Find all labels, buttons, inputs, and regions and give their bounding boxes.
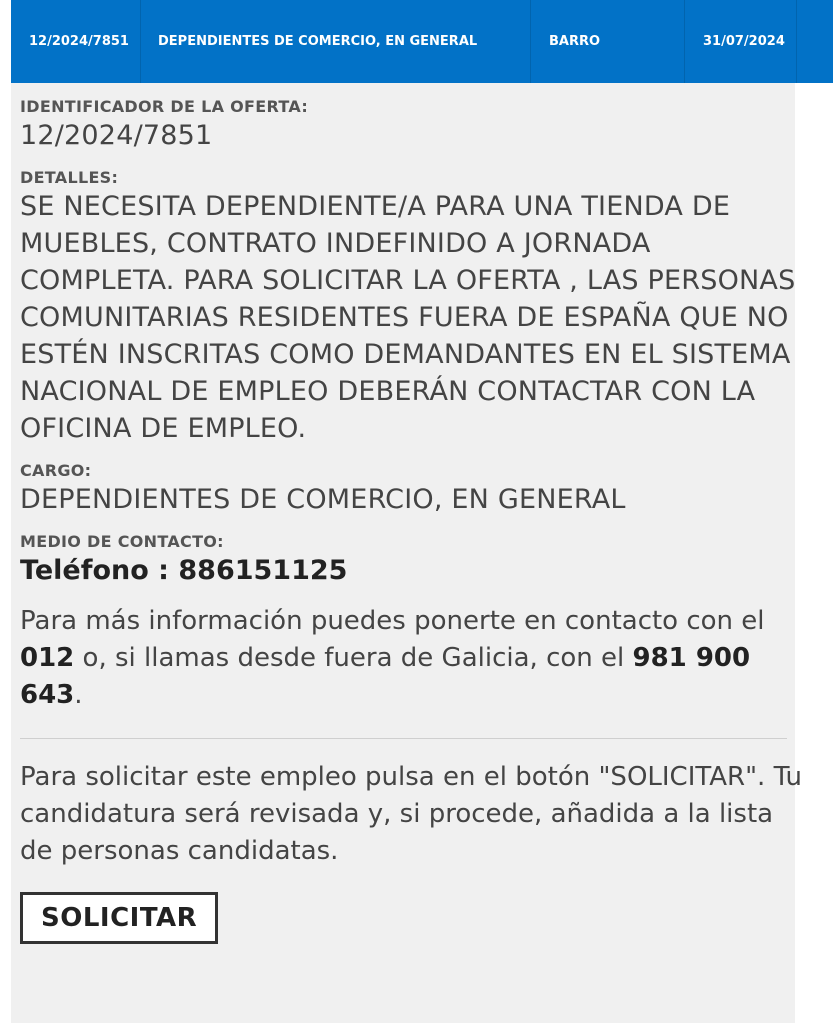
offer-table-row-header[interactable] xyxy=(11,0,833,83)
offer-detail-content xyxy=(20,83,810,944)
more-info-text xyxy=(20,603,810,714)
offer-id-label: IDENTIFICADOR DE LA OFERTA: xyxy=(20,97,309,116)
offer-cargo-field xyxy=(20,461,810,518)
offer-location-cell: BARRO xyxy=(531,0,685,83)
offer-details-field xyxy=(20,168,810,447)
more-info-part3: . xyxy=(74,680,83,710)
offer-contact-field xyxy=(20,532,810,589)
more-info-part2: o, si llamas desde fuera de Galicia, con el xyxy=(74,643,633,673)
apply-button[interactable]: SOLICITAR xyxy=(20,892,218,944)
offer-details-label: DETALLES: xyxy=(20,168,119,187)
apply-instructions: Para solicitar este empleo pulsa en el botón "SOLICITAR". Tu candidatura será revisada y, si procede, añadida a la lista de personas candidatas. xyxy=(20,762,802,866)
offer-id-value: 12/2024/7851 xyxy=(20,120,213,151)
offer-contact-label: MEDIO DE CONTACTO: xyxy=(20,532,224,551)
offer-title-cell: DEPENDIENTES DE COMERCIO, EN GENERAL xyxy=(141,0,531,83)
more-info-part1: Para más información puedes ponerte en contacto con el xyxy=(20,606,765,636)
info-phone-012: 012 xyxy=(20,643,75,673)
offer-cargo-value: DEPENDIENTES DE COMERCIO, EN GENERAL xyxy=(20,484,626,515)
offer-id-cell: 12/2024/7851 xyxy=(11,0,141,83)
divider xyxy=(20,738,787,739)
offer-extra-cell xyxy=(797,0,833,83)
info-phone-galicia: 981 900 643 xyxy=(20,643,751,710)
offer-cargo-label: CARGO: xyxy=(20,461,92,480)
offer-details-value: SE NECESITA DEPENDIENTE/A PARA UNA TIENDA DE MUEBLES, CONTRATO INDEFINIDO A JORNADA COMPLETA. PARA SOLICITAR LA OFERTA , LAS PERSONAS COMUNITARIAS RESIDENTES FUERA DE ESPAÑA QUE NO ESTÉN INSCRITAS COMO DEMANDANTES EN EL SISTEMA NACIONAL DE EMPLEO DEBERÁN CONTACTAR CON LA OFICINA DE EMPLEO. xyxy=(20,191,796,444)
offer-id-field xyxy=(20,97,810,154)
offer-date-cell: 31/07/2024 xyxy=(685,0,797,83)
offer-contact-phone: Teléfono : 886151125 xyxy=(20,555,348,586)
